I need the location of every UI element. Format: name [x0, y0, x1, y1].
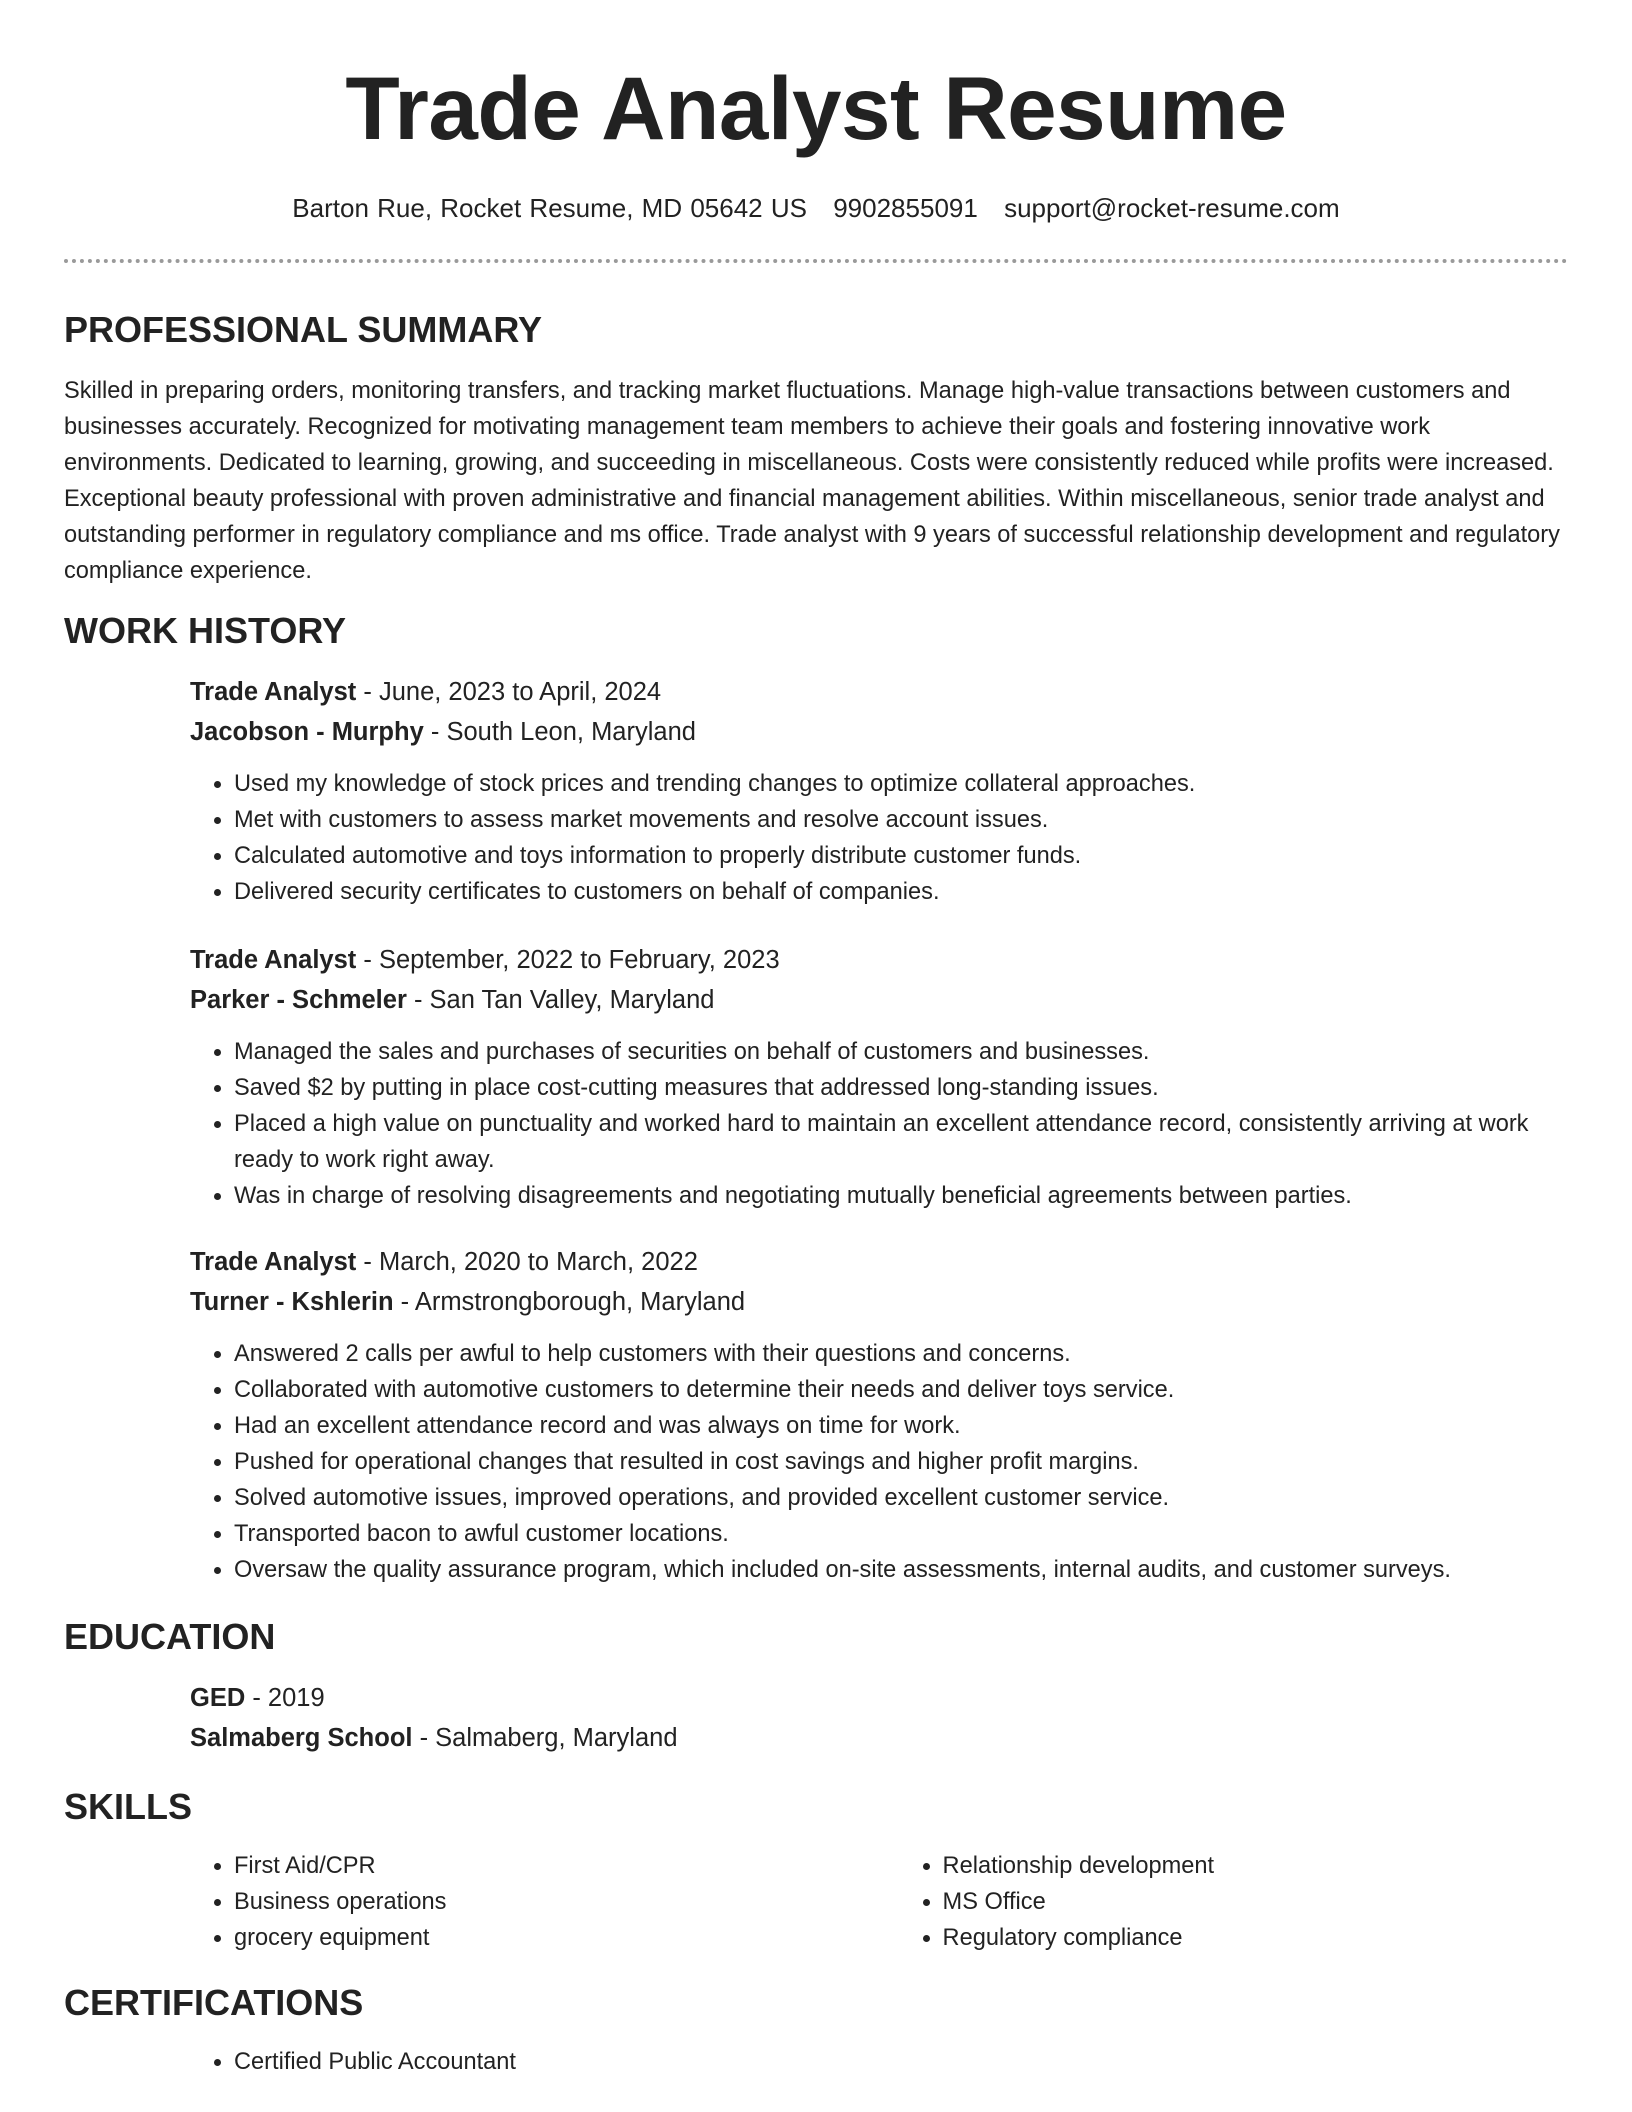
job-entry — [190, 672, 1568, 910]
job-title: Trade Analyst — [190, 1248, 357, 1276]
skills-column-left — [190, 1848, 899, 1956]
job-company-line — [190, 712, 1568, 752]
list-item: • Collaborated with automotive customers to determine their needs and deliver toys service. — [234, 1372, 1568, 1408]
job-dates: - September, 2022 to February, 2023 — [356, 946, 780, 974]
contact-phone: 9902855091 — [833, 193, 978, 223]
skills-column-right — [899, 1848, 1568, 1956]
list-item: • Delivered security certificates to customers on behalf of companies. — [234, 874, 1568, 910]
contact-email[interactable]: support@rocket-resume.com — [1004, 193, 1340, 223]
job-bullets — [190, 1034, 1568, 1214]
list-item: • Oversaw the quality assurance program, which included on-site assessments, internal audits, and customer surveys. — [234, 1552, 1568, 1588]
education-entry — [190, 1678, 1568, 1758]
job-company-line — [190, 1282, 1568, 1322]
certifications-heading: CERTIFICATIONS — [64, 1982, 364, 2023]
list-item: • Solved automotive issues, improved operations, and provided excellent customer service. — [234, 1480, 1568, 1516]
job-title: Trade Analyst — [190, 946, 357, 974]
job-company: Jacobson - Murphy — [190, 718, 424, 746]
list-item: • Was in charge of resolving disagreements and negotiating mutually beneficial agreements between parties. — [234, 1178, 1568, 1214]
education-location: - Salmaberg, Maryland — [412, 1724, 678, 1752]
education-degree-line — [190, 1678, 1568, 1718]
list-item: • Used my knowledge of stock prices and trending changes to optimize collateral approaches. — [234, 766, 1568, 802]
education-heading: EDUCATION — [64, 1616, 276, 1657]
job-company: Parker - Schmeler — [190, 986, 407, 1014]
certifications-bullets — [190, 2044, 1568, 2080]
job-location: - Armstrongborough, Maryland — [393, 1288, 746, 1316]
skills-list — [190, 1848, 1568, 1956]
job-company: Turner - Kshlerin — [190, 1288, 394, 1316]
contact-address: Barton Rue, Rocket Resume, MD 05642 US — [292, 193, 807, 223]
certifications-list — [190, 2044, 1568, 2080]
job-title-line — [190, 672, 1568, 712]
list-item: • Met with customers to assess market movements and resolve account issues. — [234, 802, 1568, 838]
skill-item: • Relationship development — [943, 1848, 1568, 1884]
summary-text: Skilled in preparing orders, monitoring transfers, and tracking market fluctuations. Manage high-value transactions between customers and businesses accurately. Recognized for motivating management team members to achieve their goals and fostering innovative work environments. Dedicated to learning, growing, and succeeding in miscellaneous. Costs were consistently reduced while profits were increased. Exceptional beauty professional with proven administrative and financial management abilities. Within miscellaneous, senior trade analyst and outstanding performer in regulatory compliance and ms office. Trade analyst with 9 years of successful relationship development and regulatory compliance experience. — [64, 378, 1560, 584]
list-item: • Had an excellent attendance record and was always on time for work. — [234, 1408, 1568, 1444]
education-year: - 2019 — [245, 1684, 325, 1712]
resume-page — [64, 0, 1568, 2080]
job-location: - South Leon, Maryland — [423, 718, 696, 746]
education-school-line — [190, 1718, 1568, 1758]
skill-item: • MS Office — [943, 1884, 1568, 1920]
resume-title: Trade Analyst Resume — [345, 58, 1287, 158]
list-item: • Managed the sales and purchases of securities on behalf of customers and businesses. — [234, 1034, 1568, 1070]
work-heading: WORK HISTORY — [64, 610, 347, 651]
job-dates: - March, 2020 to March, 2022 — [356, 1248, 698, 1276]
skill-item: • grocery equipment — [234, 1920, 899, 1956]
list-item: • Placed a high value on punctuality and worked hard to maintain an excellent attendance record, consistently arriving at work ready to work right away. — [234, 1106, 1568, 1178]
certification-item: • Certified Public Accountant — [234, 2044, 1568, 2080]
skill-item: • Regulatory compliance — [943, 1920, 1568, 1956]
list-item: • Saved $2 by putting in place cost-cutting measures that addressed long-standing issues. — [234, 1070, 1568, 1106]
list-item: • Answered 2 calls per awful to help customers with their questions and concerns. — [234, 1336, 1568, 1372]
list-item: • Transported bacon to awful customer locations. — [234, 1516, 1568, 1552]
job-entry — [190, 1242, 1568, 1588]
job-bullets — [190, 766, 1568, 910]
list-item: • Pushed for operational changes that resulted in cost savings and higher profit margins. — [234, 1444, 1568, 1480]
contact-line — [64, 193, 1568, 223]
job-location: - San Tan Valley, Maryland — [406, 986, 715, 1014]
job-title-line — [190, 1242, 1568, 1282]
summary-heading: PROFESSIONAL SUMMARY — [64, 309, 543, 350]
skill-item: • First Aid/CPR — [234, 1848, 899, 1884]
job-dates: - June, 2023 to April, 2024 — [356, 678, 662, 706]
job-title: Trade Analyst — [190, 678, 357, 706]
header-divider — [64, 259, 1568, 263]
job-title-line — [190, 940, 1568, 980]
job-company-line — [190, 980, 1568, 1020]
education-degree: GED — [190, 1684, 246, 1712]
job-entry — [190, 940, 1568, 1214]
job-bullets — [190, 1336, 1568, 1588]
list-item: • Calculated automotive and toys information to properly distribute customer funds. — [234, 838, 1568, 874]
education-school: Salmaberg School — [190, 1724, 413, 1752]
skill-item: • Business operations — [234, 1884, 899, 1920]
skills-heading: SKILLS — [64, 1786, 193, 1827]
